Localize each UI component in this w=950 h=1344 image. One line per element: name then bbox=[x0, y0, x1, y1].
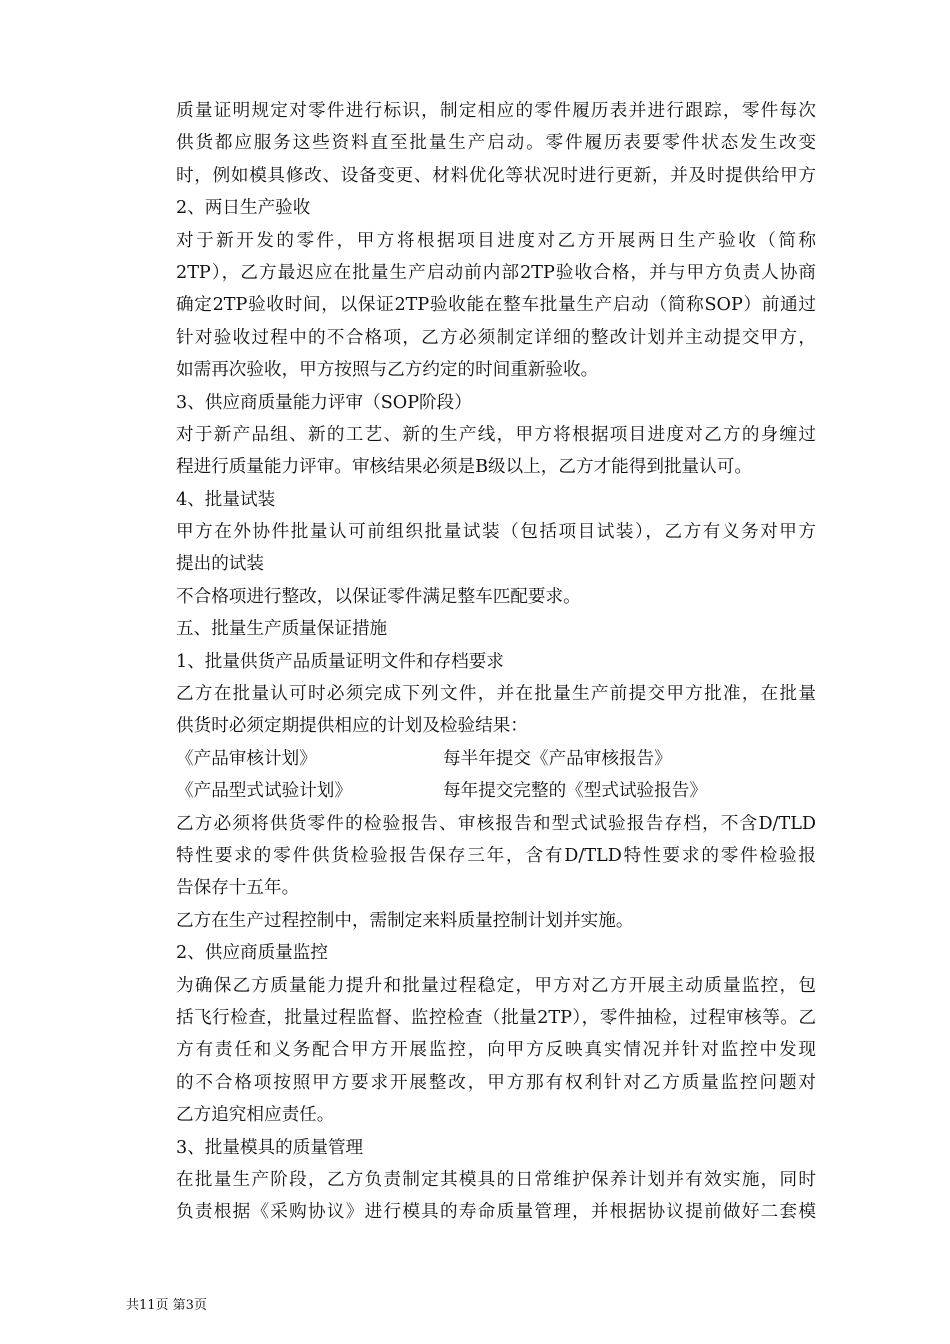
paragraph-line: 乙方必须将供货零件的检验报告、审核报告和型式试验报告存档，不含D/TLD bbox=[176, 813, 816, 834]
report-requirement: 每半年提交《产品审核报告》 bbox=[443, 748, 672, 769]
document-list-row bbox=[176, 775, 816, 807]
paragraph-line: 为确保乙方质量能力提升和批量过程稳定，甲方对乙方开展主动质量监控，包 bbox=[176, 975, 816, 996]
section-heading: 2、两日生产验收 bbox=[176, 198, 311, 219]
paragraph-line: 乙方在批量认可时必须完成下列文件，并在批量生产前提交甲方批准，在批量 bbox=[176, 684, 816, 705]
paragraph-line: 时，例如模具修改、设备变更、材料优化等状况时进行更新，并及时提供给甲方 bbox=[176, 165, 816, 186]
document-body bbox=[176, 95, 816, 1229]
section-heading: 3、批量模具的质量管理 bbox=[176, 1137, 364, 1158]
report-requirement: 每年提交完整的《型式试验报告》 bbox=[443, 781, 707, 802]
section-heading: 2、供应商质量监控 bbox=[176, 943, 328, 964]
paragraph-line: 如需再次验收，甲方按照与乙方约定的时间重新验收。 bbox=[176, 360, 599, 381]
paragraph-line: 对于新产品组、新的工艺、新的生产线，甲方将根据项目进度对乙方的身缠过 bbox=[176, 424, 816, 445]
paragraph-line: 乙方追究相应责任。 bbox=[176, 1105, 335, 1126]
paragraph-line: 方有责任和义务配合甲方开展监控，向甲方反映真实情况并针对监控中发现 bbox=[176, 1040, 816, 1061]
section-heading: 4、批量试装 bbox=[176, 489, 276, 510]
paragraph-line: 的不合格项按照甲方要求开展整改，甲方那有权利针对乙方质量监控问题对 bbox=[176, 1072, 816, 1093]
paragraph-line: 供货时必须定期提供相应的计划及检验结果： bbox=[176, 716, 528, 737]
section-heading: 3、供应商质量能力评审（SOP阶段） bbox=[176, 392, 472, 413]
paragraph-line: 对于新开发的零件，甲方将根据项目进度对乙方开展两日生产验收（简称 bbox=[176, 230, 816, 251]
plan-document-name: 《产品审核计划》 bbox=[176, 748, 317, 769]
paragraph-line: 质量证明规定对零件进行标识，制定相应的零件履历表并进行跟踪，零件每次 bbox=[176, 101, 816, 121]
paragraph-line: 程进行质量能力评审。审核结果必须是B级以上，乙方才能得到批量认可。 bbox=[176, 457, 752, 478]
paragraph-line: 负责根据《采购协议》进行模具的寿命质量管理，并根据协议提前做好二套模 bbox=[176, 1202, 816, 1223]
paragraph-line: 针对验收过程中的不合格项，乙方必须制定详细的整改计划并主动提交甲方， bbox=[176, 327, 816, 348]
paragraph-line: 甲方在外协件批量认可前组织批量试装（包括项目试装），乙方有义务对甲方 bbox=[176, 522, 816, 543]
paragraph-line: 提出的试装 bbox=[176, 554, 264, 575]
document-list-row bbox=[176, 743, 816, 775]
paragraph-line: 括飞行检查，批量过程监督、监控检查（批量2TP），零件抽检，过程审核等。乙 bbox=[176, 1007, 816, 1028]
page-footer: 共11页 第3页 bbox=[126, 1298, 207, 1313]
paragraph-line: 不合格项进行整改，以保证零件满足整车匹配要求。 bbox=[176, 586, 581, 607]
paragraph-line: 乙方在生产过程控制中，需制定来料质量控制计划并实施。 bbox=[176, 910, 634, 931]
paragraph-line: 特性要求的零件供货检验报告保存三年，含有D/TLD特性要求的零件检验报 bbox=[176, 845, 816, 866]
chapter-heading: 五、批量生产质量保证措施 bbox=[176, 619, 388, 640]
paragraph-line: 2TP），乙方最迟应在批量生产启动前内部2TP验收合格，并与甲方负责人协商 bbox=[176, 262, 816, 283]
section-heading: 1、批量供货产品质量证明文件和存档要求 bbox=[176, 651, 504, 672]
paragraph-line: 供货都应服务这些资料直至批量生产启动。零件履历表要零件状态发生改变 bbox=[176, 133, 816, 154]
paragraph-line: 确定2TP验收时间，以保证2TP验收能在整车批量生产启动（简称SOP）前通过 bbox=[176, 295, 816, 316]
paragraph-line: 在批量生产阶段，乙方负责制定其模具的日常维护保养计划并有效实施，同时 bbox=[176, 1169, 816, 1190]
paragraph-line: 告保存十五年。 bbox=[176, 878, 300, 899]
plan-document-name: 《产品型式试验计划》 bbox=[176, 781, 352, 802]
